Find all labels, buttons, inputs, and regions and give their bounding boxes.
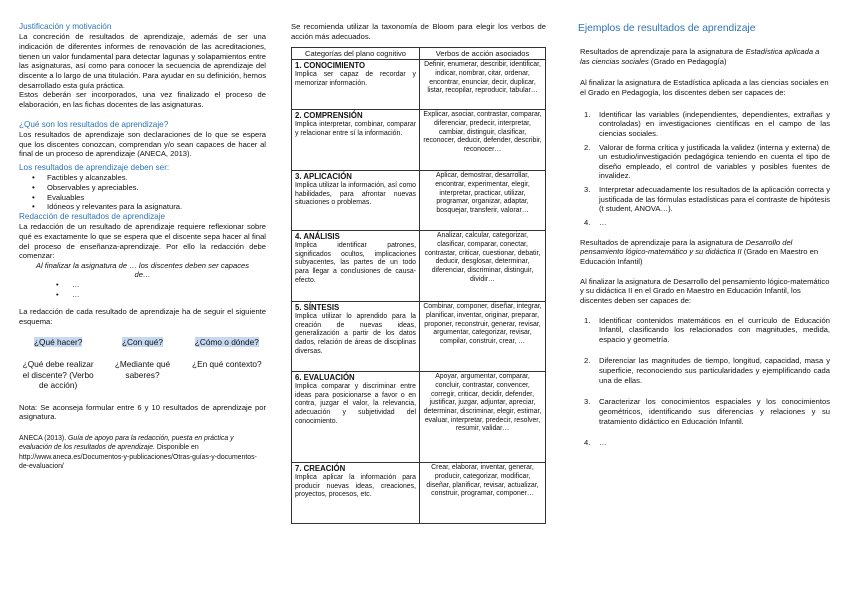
list-item: • Evaluables [32,193,266,203]
paragraph-nota: Nota: Se aconseja formular entre 6 y 10 resultados de aprendizaje por asignatura. [19,402,266,422]
example1-heading-prefix: Resultados de aprendizaje para la asignatura de [580,47,744,57]
category-name: 3. APLICACIÓN [295,172,352,182]
list-item: 3. Interpretar adecuadamente los resultados de la aplicación correcta y justificada de las fórmulas estadísticas para el contraste de hipótesis (t student, ANOVA…). [584,185,830,214]
column-left [19,22,266,471]
heading-redaccion: Redacción de resultados de aprendizaje [19,211,166,221]
scheme-answer-contexto: ¿En qué contexto? [192,359,262,370]
scheme-question-que-hacer: ¿Qué hacer? [33,336,83,347]
category-name: 2. COMPRENSIÓN [295,111,363,121]
italic-template-line: Al finalizar la asignatura de … los discentes deben ser capaces de… [35,260,250,280]
list-item: • … [56,280,266,290]
list-item-text: … [599,218,607,228]
reference-author: ANECA (2013). [19,435,67,443]
list-item-text: Identificar contenidos matemáticos en el currículo de Educación Infantil, clasificando los relacionados con magnitudes, medida, espacio y geometría. [599,315,830,344]
paragraph-que-son: Los resultados de aprendizaje son declaraciones de lo que se espera que los discentes conozcan, comprendan y/o sean capaces de hacer al final de un proceso de aprendizaje (ANECA, 2013). [19,129,266,159]
column-right [578,22,830,460]
bloom-table [291,47,546,524]
list-criteria [32,173,266,212]
column-header-verbs: Verbos de acción asociados [420,48,546,60]
scheme-grid [19,337,266,391]
category-verbs: Aplicar, demostrar, desarrollar, encontrar, experimentar, elegir, interpretar, practicar, utilizar, programar, organizar, adaptar, bosquejar, transferir, valorar… [420,171,546,231]
example2-intro: Al finalizar la asignatura de Desarrollo del pensamiento lógico-matemático y su didáctica II en el Grado en Maestro en Educación Infantil, los discentes deben ser capaces de: [580,276,830,305]
list-item: • Idóneos y relevantes para la asignatura. [32,202,266,212]
list-item-text: … [599,438,607,448]
category-name: 1. CONOCIMIENTO [295,61,366,71]
table-row [292,231,546,302]
list-item-text: Valorar de forma crítica y justificada la validez (interna y externa) de un estudio/investigación pedagógica teniendo en cuenta el tipo de diseño empleado, el control de variables y posibles fuentes de invalidez. [599,142,830,181]
paragraph-justificacion: La concreción de resultados de aprendizaje, además de ser una indicación de diferentes informes de renovación de las acreditaciones, tienen un valor fundamental para detectar lagunas y solapamientos entre las asignaturas, así como para conocer la secuencia de aprendizaje del discente a lo largo de una titulación. Para ayudar en su definición, hemos desarrollado esta guía práctica. [19,32,266,90]
paragraph-redaccion: La redacción de un resultado de aprendizaje requiere reflexionar sobre qué es exactamente lo que se espera que el discente sepa hacer al final del proceso de enseñanza-aprendizaje. Por ello la redacción debe comenzar: [19,222,266,261]
category-verbs: Definir, enumerar, describir, identificar, indicar, nombrar, citar, ordenar, encontrar, enunciar, decir, duplicar, listar, recopilar, reproducir, tabular… [420,60,546,110]
table-row [292,110,546,171]
list-item: • Factibles y alcanzables. [32,173,266,183]
category-verbs: Analizar, calcular, categorizar, clasificar, comparar, conectar, contrastar, criticar, cuestionar, debatir, deducir, desglosar, determinar, diferenciar, discriminar, distinguir, dividir… [420,231,546,302]
category-description: Implica interpretar, combinar, comparar y relacionar entre sí la información. [295,121,416,137]
table-row [292,60,546,110]
list-item: 4. … [584,438,607,448]
table-row [292,302,546,372]
paragraph-bloom-intro: Se recomienda utilizar la taxonomía de Bloom para elegir los verbos de acción más adecuados. [291,22,546,41]
example1-heading [578,47,830,66]
list-item: 1. Identificar las variables (independientes, dependientes, extrañas y controladas) en investigaciones científicas en el campo de las ciencias sociales. [584,109,830,138]
list-item-text: Interpretar adecuadamente los resultados de la aplicación correcta y justificada de las fórmulas estadísticas para el contraste de hipótesis (t student, ANOVA…). [599,185,830,214]
example1-subject: Estadística aplicada a las ciencias sociales [580,47,820,66]
category-name: 4. ANÁLISIS [295,232,340,242]
examples-title: Ejemplos de resultados de aprendizaje [578,23,756,34]
example2-degree: (Grado en Maestro en Educación Infantil) [580,247,819,266]
list-item-text: Identificar las variables (independientes, dependientes, extrañas y controladas) en investigaciones científicas en el campo de las ciencias sociales. [599,109,830,138]
list-item-text: Caracterizar los conocimientos espaciales y los conocimientos geométricos, identificando sus diferencias y relaciones y su tratamiento didáctico en Educación Infantil. [599,397,830,426]
list-item-text: Diferenciar las magnitudes de tiempo, longitud, capacidad, masa y superficie, reconociendo sus particularidades y ejemplificando cada una de ellas. [599,356,830,385]
category-description: Implica utilizar lo aprendido para la creación de nuevas ideas, generalización a partir de los datos dados, relación de áreas de disciplinas diversas. [295,313,416,355]
example2-subject: Desarrollo del pensamiento lógico-matemático y su didáctica II [580,237,793,257]
scheme-question-como-donde: ¿Cómo o dónde? [194,336,259,347]
list-item: 2. Valorar de forma crítica y justificada la validez (interna y externa) de un estudio/investigación pedagógica teniendo en cuenta el tipo de diseño empleado, el control de variables y posibles fuentes de invalidez. [584,142,830,181]
example1-degree: (Grado en Pedagogía) [650,56,727,66]
category-description: Implica identificar patrones, significados ocultos, implicaciones subyacentes, las partes de un todo para llegar a conclusiones de causa-efecto. [295,242,416,284]
list-item: 3. Caracterizar los conocimientos espaciales y los conocimientos geométricos, identificando sus diferencias y relaciones y su tratamiento didáctico en Educación Infantil. [584,397,830,426]
category-verbs: Apoyar, argumentar, comparar, concluir, contrastar, convencer, corregir, criticar, decidir, defender, justificar, juzgar, adjuntar, apreciar, determinar, discriminar, elegir, estimar, evaluar, interpretar, predecir, resolver, resumir, validar… [420,372,546,463]
example2-heading [578,238,830,267]
table-row [292,463,546,524]
heading-deben-ser: Los resultados de aprendizaje deben ser: [19,162,170,172]
example2-list [584,316,830,448]
category-description: Implica utilizar la información, así como habilidades, para afrontar nuevas situaciones o problemas. [295,182,416,207]
category-description: Implica ser capaz de recordar y memorizar información. [295,71,416,87]
list-item: 4. … [584,218,607,228]
example2-heading-prefix: Resultados de aprendizaje para la asignatura de [580,237,744,247]
category-name: 6. EVALUACIÓN [295,373,355,383]
reference-url: Disponible en http://www.aneca.es/Documentos-y-publicaciones/Otras-guías-y-documentos-de-evaluacion/ [19,444,257,470]
list-item: 1. Identificar contenidos matemáticos en el currículo de Educación Infantil, clasificando los relacionados con magnitudes, medida, espacio y geometría. [584,315,830,344]
category-verbs: Explicar, asociar, contrastar, comparar, diferenciar, predecir, interpretar, cambiar, distinguir, clasificar, reconocer, deducir, defender, describir, reconocer… [420,110,546,171]
column-middle [291,22,546,524]
heading-que-son: ¿Qué son los resultados de aprendizaje? [19,119,169,129]
category-description: Implica aplicar la información para producir nuevas ideas, creaciones, proyectos, procesos, etc. [295,474,416,499]
scheme-question-con-que: ¿Con qué? [121,336,164,347]
column-header-categories: Categorías del plano cognitivo [292,48,420,60]
table-row [292,171,546,231]
paragraph-incorporados: Estos deberán ser incorporados, una vez finalizado el proceso de elaboración, en las fichas docentes de las asignaturas. [19,90,266,109]
table-row [292,372,546,463]
reference [19,434,266,471]
placeholder-list [56,280,266,299]
example1-list [584,110,830,228]
example1-intro: Al finalizar la asignatura de Estadística aplicada a las ciencias sociales en el Grado en Pedagogía, los discentes deben ser capaces de: [580,78,829,97]
paragraph-esquema: La redacción de cada resultado de aprendizaje ha de seguir el siguiente esquema: [19,307,266,326]
category-name: 7. CREACIÓN [295,464,346,474]
scheme-answer-saberes: ¿Mediante qué saberes? [114,359,171,380]
scheme-answer-verbo: ¿Qué debe realizar el discente? (Verbo de acción) [22,359,94,391]
list-item: • Observables y apreciables. [32,183,266,193]
list-item: • … [56,290,266,300]
category-name: 5. SÍNTESIS [295,303,340,313]
category-verbs: Combinar, componer, diseñar, integrar, planificar, inventar, originar, preparar, proponer, reconstruir, generar, revisar, argumentar, categorizar, revisar, compilar, construir, crear, … [420,302,546,372]
reference-title: Guía de apoyo para la redacción, puesta en práctica y evaluación de los resultados de aprendizaje. [19,435,234,452]
list-item: 2. Diferenciar las magnitudes de tiempo, longitud, capacidad, masa y superficie, reconociendo sus particularidades y ejemplificando cada una de ellas. [584,356,830,385]
category-verbs: Crear, elaborar, inventar, generar, producir, categorizar, modificar, diseñar, planificar, revisar, actualizar, construir, programar, componer… [420,463,546,524]
category-description: Implica comparar y discriminar entre ideas para posicionarse a favor o en contra, juzgar el valor, la relevancia, adecuación y subjetividad del conocimiento. [295,383,416,425]
heading-justificacion: Justificación y motivación [19,22,112,31]
table-header-row [292,48,546,60]
